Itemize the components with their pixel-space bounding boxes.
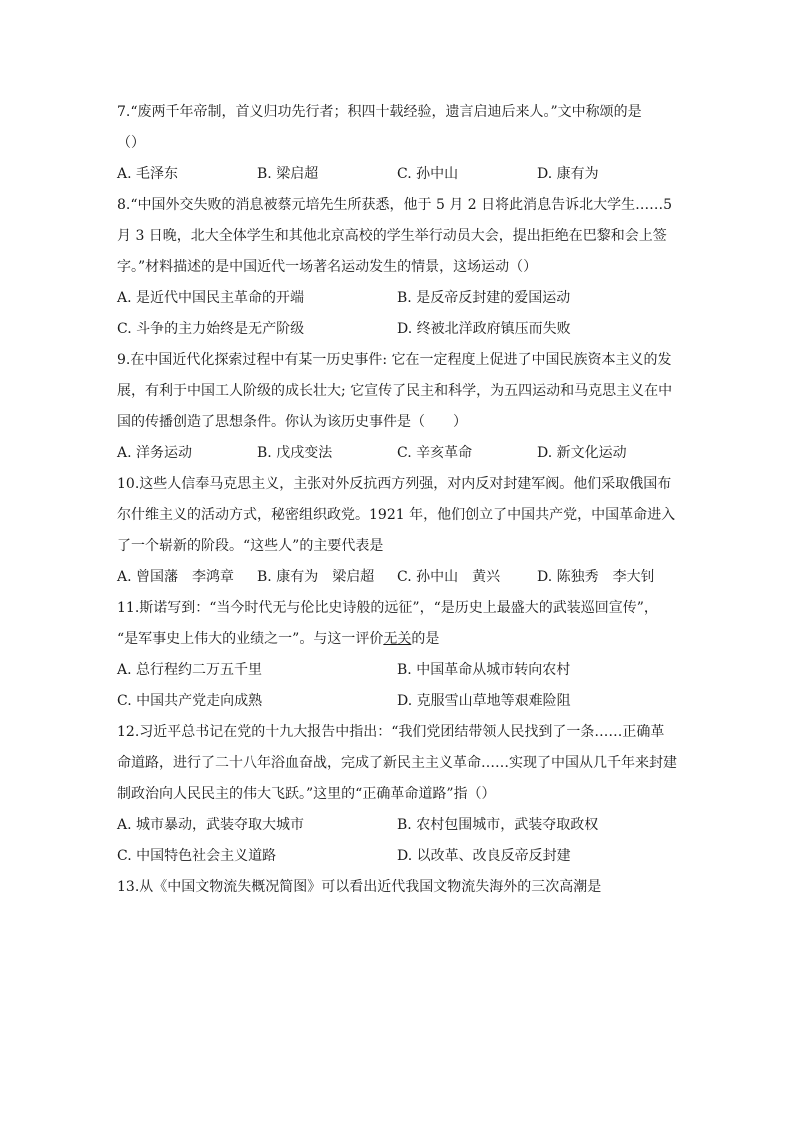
- question-9-stem-line-1: 9.在中国近代化探索过程中有某一历史事件: 它在一定程度上促进了中国民族资本主义的发: [117, 352, 672, 368]
- question-11: [117, 593, 677, 717]
- question-8-option-d: D. 终被北洋政府镇压而失败: [397, 321, 571, 337]
- question-9-option-b: B. 戊戌变法: [257, 445, 333, 461]
- question-11-option-b: B. 中国革命从城市转向农村: [397, 662, 571, 678]
- question-11-option-d: D. 克服雪山草地等艰难险阻: [397, 693, 571, 709]
- question-11-options-row-1: [117, 655, 677, 686]
- question-12-option-a: A. 城市暴动，武装夺取大城市: [117, 817, 305, 833]
- question-10: [117, 469, 677, 593]
- question-9-options: [117, 438, 677, 469]
- question-10-option-c: C. 孙中山 黄兴: [397, 569, 501, 585]
- exam-page: [117, 97, 677, 903]
- question-10-stem-line-2: 尔什维主义的活动方式，秘密组织政党。1921 年，他们创立了中国共产党，中国革命进入: [117, 507, 676, 523]
- question-8-options-row-1: [117, 283, 677, 314]
- question-9-option-d: D. 新文化运动: [537, 445, 627, 461]
- question-12-options-row-2: [117, 841, 677, 872]
- question-11-stem-line-2: [117, 624, 677, 655]
- question-9-option-c: C. 辛亥革命: [397, 445, 473, 461]
- question-7-option-c: C. 孙中山: [397, 166, 459, 182]
- question-11-option-a: A. 总行程约二万五千里: [117, 662, 263, 678]
- question-11-option-c: C. 中国共产党走向成熟: [117, 693, 263, 709]
- question-10-stem-line-3: 了一个崭新的阶段。“这些人”的主要代表是: [117, 538, 384, 554]
- question-8-option-c: C. 斗争的主力始终是无产阶级: [117, 321, 305, 337]
- question-11-stem-tail: 的是: [411, 631, 440, 647]
- question-8-stem-line-1: 8.“中国外交失败的消息被蔡元培先生所获悉，他于 5 月 2 日将此消息告诉北大学生……5: [117, 197, 673, 213]
- question-9-stem-line-3: 国的传播创造了思想条件。你认为该历史事件是（ ）: [117, 414, 467, 430]
- question-7-option-b: B. 梁启超: [257, 166, 319, 182]
- question-12: [117, 717, 677, 872]
- question-8: [117, 190, 677, 345]
- question-9-option-a: A. 洋务运动: [117, 445, 193, 461]
- question-12-option-b: B. 农村包围城市，武装夺取政权: [397, 817, 599, 833]
- underlined-keyword: 无关: [383, 631, 412, 647]
- question-10-options: [117, 562, 677, 593]
- question-9: [117, 345, 677, 469]
- question-11-stem-text: “是军事史上伟大的业绩之一”。与这一评价: [117, 631, 384, 647]
- question-11-stem-line-1: 11.斯诺写到：“当今时代无与伦比史诗般的远征”，“是历史上最盛大的武装巡回宣传”，: [117, 600, 658, 616]
- question-10-stem-line-1: 10.这些人信奉马克思主义，主张对外反抗西方列强，对内反对封建军阀。他们采取俄国布: [117, 476, 672, 492]
- question-12-stem-line-3: 制政治向人民民主的伟大飞跃。”这里的“正确革命道路”指（）: [117, 786, 496, 802]
- question-12-options-row-1: [117, 810, 677, 841]
- question-8-stem-line-2: 月 3 日晚，北大全体学生和其他北京高校的学生举行动员大会，提出拒绝在巴黎和会上签: [117, 228, 667, 244]
- question-10-option-b: B. 康有为 梁启超: [257, 569, 375, 585]
- question-10-option-a: A. 曾国藩 李鸿章: [117, 569, 235, 585]
- question-9-stem-line-2: 展，有利于中国工人阶级的成长壮大; 它宣传了民主和科学，为五四运动和马克思主义在中: [117, 383, 673, 399]
- question-12-stem-line-2: 命道路，进行了二十八年浴血奋战，完成了新民主主义革命……实现了中国从几千年来封建: [117, 755, 677, 771]
- question-7: [117, 97, 677, 190]
- question-7-option-a: A. 毛泽东: [117, 166, 179, 182]
- question-7-stem-line-2: （）: [117, 135, 145, 151]
- question-13: [117, 872, 677, 903]
- question-8-option-b: B. 是反帝反封建的爱国运动: [397, 290, 571, 306]
- question-7-stem-line-1: 7.“废两千年帝制，首义归功先行者；积四十载经验，遗言启迪后来人。”文中称颂的是: [117, 104, 642, 120]
- question-12-stem-line-1: 12.习近平总书记在党的十九大报告中指出：“我们党团结带领人民找到了一条……正确革: [117, 724, 665, 740]
- question-7-options: [117, 159, 677, 190]
- question-10-option-d: D. 陈独秀 李大钊: [537, 569, 655, 585]
- question-8-option-a: A. 是近代中国民主革命的开端: [117, 290, 305, 306]
- question-12-option-c: C. 中国特色社会主义道路: [117, 848, 277, 864]
- question-7-option-d: D. 康有为: [537, 166, 599, 182]
- question-13-stem-line-1: 13.从《中国文物流失概况简图》可以看出近代我国文物流失海外的三次高潮是: [117, 879, 602, 895]
- question-8-options-row-2: [117, 314, 677, 345]
- question-8-stem-line-3: 字。”材料描述的是中国近代一场著名运动发生的情景，这场运动（）: [117, 259, 538, 275]
- question-12-option-d: D. 以改革、改良反帝反封建: [397, 848, 571, 864]
- question-11-options-row-2: [117, 686, 677, 717]
